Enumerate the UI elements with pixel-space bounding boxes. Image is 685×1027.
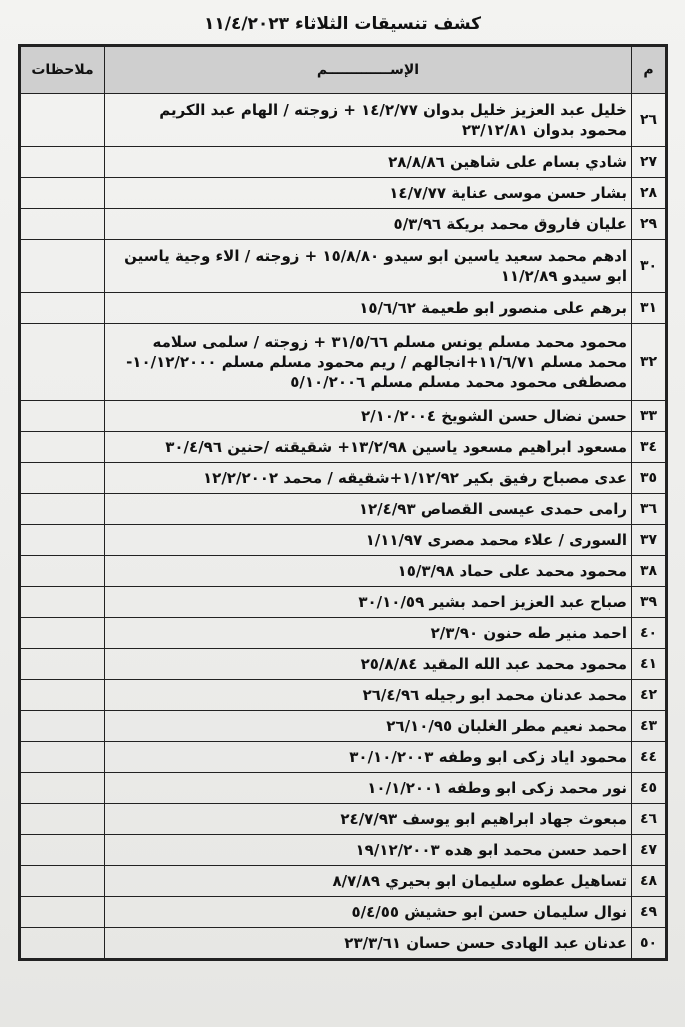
table-row — [21, 94, 666, 147]
row-notes — [21, 401, 105, 432]
row-number: ٢٨ — [632, 178, 666, 209]
row-number: ٥٠ — [632, 928, 666, 959]
row-name: محمد نعيم مطر الغلبان ٢٦/١٠/٩٥ — [105, 711, 632, 742]
table-row — [21, 293, 666, 324]
row-name: ادهم محمد سعيد ياسين ابو سيدو ١٥/٨/٨٠ + زوجته / الاء وجية ياسين ابو سيدو ١١/٢/٨٩ — [105, 240, 632, 293]
row-name: محمد عدنان محمد ابو رجيله ٢٦/٤/٩٦ — [105, 680, 632, 711]
row-notes — [21, 178, 105, 209]
row-name: خليل عبد العزيز خليل بدوان ١٤/٢/٧٧ + زوجته / الهام عبد الكريم محمود بدوان ٢٣/١٢/٨١ — [105, 94, 632, 147]
row-notes — [21, 835, 105, 866]
row-notes — [21, 804, 105, 835]
table-row — [21, 324, 666, 401]
table-row — [21, 147, 666, 178]
header-notes: ملاحظات — [21, 47, 105, 94]
table-row — [21, 680, 666, 711]
row-name: السورى / علاء محمد مصرى ١/١١/٩٧ — [105, 525, 632, 556]
row-name: محمود محمد مسلم يونس مسلم ٣١/٥/٦٦ + زوجته / سلمى سلامه محمد مسلم ١١/٦/٧١+انجالهم / ريم محمود مسلم مسلم ١٠/١٢/٢٠٠٠- مصطفى محمود محمد مسلم مسلم ٥/١٠/٢٠٠٦ — [105, 324, 632, 401]
header-name: الإســـــــــــــم — [105, 47, 632, 94]
row-number: ٣٩ — [632, 587, 666, 618]
row-name: مبعوث جهاد ابراهيم ابو يوسف ٢٤/٧/٩٣ — [105, 804, 632, 835]
row-name: احمد منير طه حنون ٢/٣/٩٠ — [105, 618, 632, 649]
row-name: رامى حمدى عيسى القصاص ١٢/٤/٩٣ — [105, 494, 632, 525]
row-notes — [21, 649, 105, 680]
row-notes — [21, 773, 105, 804]
table-row — [21, 804, 666, 835]
table-row — [21, 742, 666, 773]
row-notes — [21, 494, 105, 525]
row-notes — [21, 587, 105, 618]
row-notes — [21, 525, 105, 556]
row-notes — [21, 897, 105, 928]
table-row — [21, 587, 666, 618]
row-number: ٤٠ — [632, 618, 666, 649]
row-name: محمود اياد زكى ابو وطفه ٣٠/١٠/٢٠٠٣ — [105, 742, 632, 773]
header-number: م — [632, 47, 666, 94]
row-notes — [21, 147, 105, 178]
row-number: ٣٨ — [632, 556, 666, 587]
table-row — [21, 525, 666, 556]
row-number: ٣٣ — [632, 401, 666, 432]
row-notes — [21, 209, 105, 240]
row-number: ٤١ — [632, 649, 666, 680]
row-name: عليان فاروق محمد بريكة ٥/٣/٩٦ — [105, 209, 632, 240]
row-number: ٤٧ — [632, 835, 666, 866]
row-name: نور محمد زكى ابو وطفه ١٠/١/٢٠٠١ — [105, 773, 632, 804]
row-number: ٣٠ — [632, 240, 666, 293]
table-row — [21, 928, 666, 959]
table-row — [21, 432, 666, 463]
table-row — [21, 711, 666, 742]
row-name: محمود محمد على حماد ١٥/٣/٩٨ — [105, 556, 632, 587]
row-number: ٢٩ — [632, 209, 666, 240]
row-notes — [21, 463, 105, 494]
row-number: ٤٥ — [632, 773, 666, 804]
row-notes — [21, 324, 105, 401]
table-row — [21, 240, 666, 293]
row-number: ٣٦ — [632, 494, 666, 525]
row-notes — [21, 293, 105, 324]
table-row — [21, 494, 666, 525]
table-row — [21, 401, 666, 432]
names-table-frame — [18, 44, 668, 961]
row-number: ٤٨ — [632, 866, 666, 897]
row-notes — [21, 928, 105, 959]
row-number: ٤٣ — [632, 711, 666, 742]
row-name: احمد حسن محمد ابو هده ١٩/١٢/٢٠٠٣ — [105, 835, 632, 866]
document-title: كشف تنسيقات الثلاثاء ١١/٤/٢٠٢٣ — [203, 14, 482, 34]
row-number: ٢٦ — [632, 94, 666, 147]
row-name: شادي بسام على شاهين ٢٨/٨/٨٦ — [105, 147, 632, 178]
row-name: نوال سليمان حسن ابو حشيش ٥/٤/٥٥ — [105, 897, 632, 928]
row-number: ٤٦ — [632, 804, 666, 835]
row-notes — [21, 680, 105, 711]
row-name: عدنان عبد الهادى حسن حسان ٢٣/٣/٦١ — [105, 928, 632, 959]
table-row — [21, 556, 666, 587]
row-number: ٢٧ — [632, 147, 666, 178]
table-row — [21, 209, 666, 240]
row-name: تساهيل عطوه سليمان ابو بحيري ٨/٧/٨٩ — [105, 866, 632, 897]
row-name: بشار حسن موسى عناية ١٤/٧/٧٧ — [105, 178, 632, 209]
table-body — [21, 94, 666, 959]
row-number: ٣٥ — [632, 463, 666, 494]
row-notes — [21, 240, 105, 293]
row-notes — [21, 711, 105, 742]
table-row — [21, 463, 666, 494]
table-row — [21, 618, 666, 649]
table-row — [21, 649, 666, 680]
row-notes — [21, 94, 105, 147]
row-notes — [21, 556, 105, 587]
table-row — [21, 866, 666, 897]
row-number: ٤٤ — [632, 742, 666, 773]
row-notes — [21, 742, 105, 773]
row-number: ٣٢ — [632, 324, 666, 401]
row-notes — [21, 432, 105, 463]
row-name: حسن نضال حسن الشويخ ٢/١٠/٢٠٠٤ — [105, 401, 632, 432]
names-table — [20, 46, 666, 959]
row-name: محمود محمد عبد الله المقيد ٢٥/٨/٨٤ — [105, 649, 632, 680]
table-header-row — [21, 47, 666, 94]
table-row — [21, 178, 666, 209]
row-number: ٤٢ — [632, 680, 666, 711]
row-name: برهم على منصور ابو طعيمة ١٥/٦/٦٢ — [105, 293, 632, 324]
row-name: عدى مصباح رفيق بكير ١/١٢/٩٢+شقيقه / محمد ١٢/٢/٢٠٠٢ — [105, 463, 632, 494]
row-name: مسعود ابراهيم مسعود ياسين ١٣/٢/٩٨+ شقيقته /حنين ٣٠/٤/٩٦ — [105, 432, 632, 463]
row-number: ٣٧ — [632, 525, 666, 556]
row-number: ٤٩ — [632, 897, 666, 928]
row-notes — [21, 618, 105, 649]
row-name: صباح عبد العزيز احمد بشير ٣٠/١٠/٥٩ — [105, 587, 632, 618]
row-number: ٣٤ — [632, 432, 666, 463]
table-row — [21, 835, 666, 866]
row-notes — [21, 866, 105, 897]
row-number: ٣١ — [632, 293, 666, 324]
table-row — [21, 897, 666, 928]
table-row — [21, 773, 666, 804]
